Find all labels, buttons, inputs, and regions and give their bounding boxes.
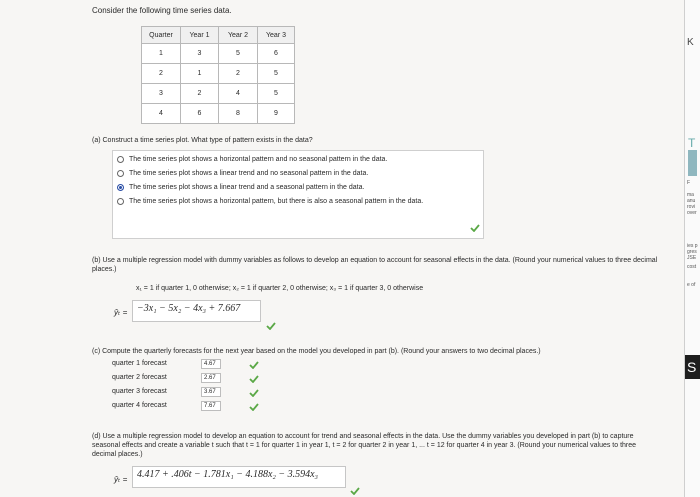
check-icon [249, 361, 259, 369]
intro-text: Consider the following time series data. [92, 6, 232, 15]
radio-button[interactable] [117, 198, 124, 205]
fragment-bar [688, 150, 697, 176]
fragment-line: rovi [687, 204, 696, 210]
fragment-line: JSE [687, 255, 697, 261]
adjacent-window-edge [684, 0, 700, 497]
fragment-line: gres [687, 249, 697, 255]
table-header-row [142, 27, 295, 44]
fragment-f: F [687, 180, 691, 186]
option-label: The time series plot shows a linear trend and no seasonal pattern in the data. [129, 170, 369, 177]
table-cell: 6 [181, 104, 219, 124]
dummy-definition: x₁ = 1 if quarter 1, 0 otherwise; x₂ = 1 if quarter 2, 0 otherwise; x₃ = 1 if quarter 3, 0 otherwise [136, 285, 424, 292]
part-a-question: (a) Construct a time series plot. What type of pattern exists in the data? [92, 137, 313, 144]
fragment-line: cost [687, 264, 697, 270]
table-header: Year 1 [181, 27, 219, 44]
table-cell: 4 [142, 104, 181, 124]
table-row [142, 104, 295, 124]
table-cell: 3 [142, 84, 181, 104]
check-icon [350, 487, 360, 495]
forecast-input[interactable]: 3.67 [201, 387, 221, 397]
table-cell: 6 [258, 44, 295, 64]
table-row [142, 84, 295, 104]
radio-button-selected[interactable] [117, 184, 124, 191]
forecast-label: quarter 3 forecast [112, 388, 167, 395]
table-cell: 5 [258, 84, 295, 104]
table-header: Year 2 [219, 27, 258, 44]
check-icon [249, 389, 259, 397]
fragment-s: S [685, 355, 700, 379]
option-label: The time series plot shows a horizontal pattern, but there is also a seasonal pattern in the data. [129, 198, 424, 205]
forecast-input[interactable]: 2.67 [201, 373, 221, 383]
option-1[interactable] [117, 169, 469, 178]
table-cell: 9 [258, 104, 295, 124]
part-d-answer-field[interactable]: 4.417 + .406t − 1.781x₁ − 4.188x₂ − 3.594x₃ [132, 466, 346, 488]
option-label: The time series plot shows a linear trend and a seasonal pattern in the data. [129, 184, 365, 191]
check-icon [266, 322, 276, 330]
table-cell: 2 [219, 64, 258, 84]
check-icon [249, 375, 259, 383]
fragment-k: K [687, 37, 694, 48]
table-row [142, 44, 295, 64]
check-icon [470, 224, 480, 232]
fragment-line: ies p [687, 243, 698, 249]
part-a-options [112, 150, 484, 239]
table-header: Quarter [142, 27, 181, 44]
check-icon [249, 403, 259, 411]
table-cell: 3 [181, 44, 219, 64]
option-3[interactable] [117, 197, 469, 206]
table-row [142, 64, 295, 84]
forecast-label: quarter 4 forecast [112, 402, 167, 409]
forecast-label: quarter 1 forecast [112, 360, 167, 367]
yhat-label: ŷₜ = [114, 308, 128, 317]
fragment-line: ma [687, 192, 694, 198]
option-0[interactable] [117, 155, 469, 164]
part-c-question: (c) Compute the quarterly forecasts for the next year based on the model you developed in part (b). (Round your answers to two decimal places.) [92, 348, 541, 355]
time-series-table [141, 26, 295, 124]
table-cell: 8 [219, 104, 258, 124]
part-d-question: (d) Use a multiple regression model to develop an equation to account for trend and seasonal effects in the data. Use the dummy variables you developed in part (b) to capture seasonal effects and create a variable t such that t = 1 for quarter 1 in year 1, t = 2 for quarter 2 in year 1, ... t = 12 for quarter 4 in year 3. (Round your numerical values to three decimal places.) [92, 433, 637, 458]
table-cell: 5 [258, 64, 295, 84]
option-2[interactable] [117, 183, 469, 192]
radio-button[interactable] [117, 170, 124, 177]
forecast-input[interactable]: 7.67 [201, 401, 221, 411]
forecast-input[interactable]: 4.67 [201, 359, 221, 369]
table-cell: 1 [181, 64, 219, 84]
fragment-of: e of [687, 282, 696, 288]
part-b-question: (b) Use a multiple regression model with dummy variables as follows to develop an equation to account for seasonal effects in the data. (Round your numerical values to three decimal places.) [92, 257, 658, 273]
forecast-label: quarter 2 forecast [112, 374, 167, 381]
part-b-answer-field[interactable]: −3x₁ − 5x₂ − 4x₃ + 7.667 [132, 300, 261, 322]
table-cell: 1 [142, 44, 181, 64]
table-cell: 2 [142, 64, 181, 84]
fragment-line: over [687, 210, 697, 216]
fragment-t: T [688, 136, 696, 150]
table-cell: 4 [219, 84, 258, 104]
table-header: Year 3 [258, 27, 295, 44]
table-cell: 2 [181, 84, 219, 104]
radio-button[interactable] [117, 156, 124, 163]
yhat-label: ŷₜ = [114, 475, 128, 484]
fragment-line: anu [687, 198, 696, 204]
table-cell: 5 [219, 44, 258, 64]
option-label: The time series plot shows a horizontal pattern and no seasonal pattern in the data. [129, 156, 388, 163]
